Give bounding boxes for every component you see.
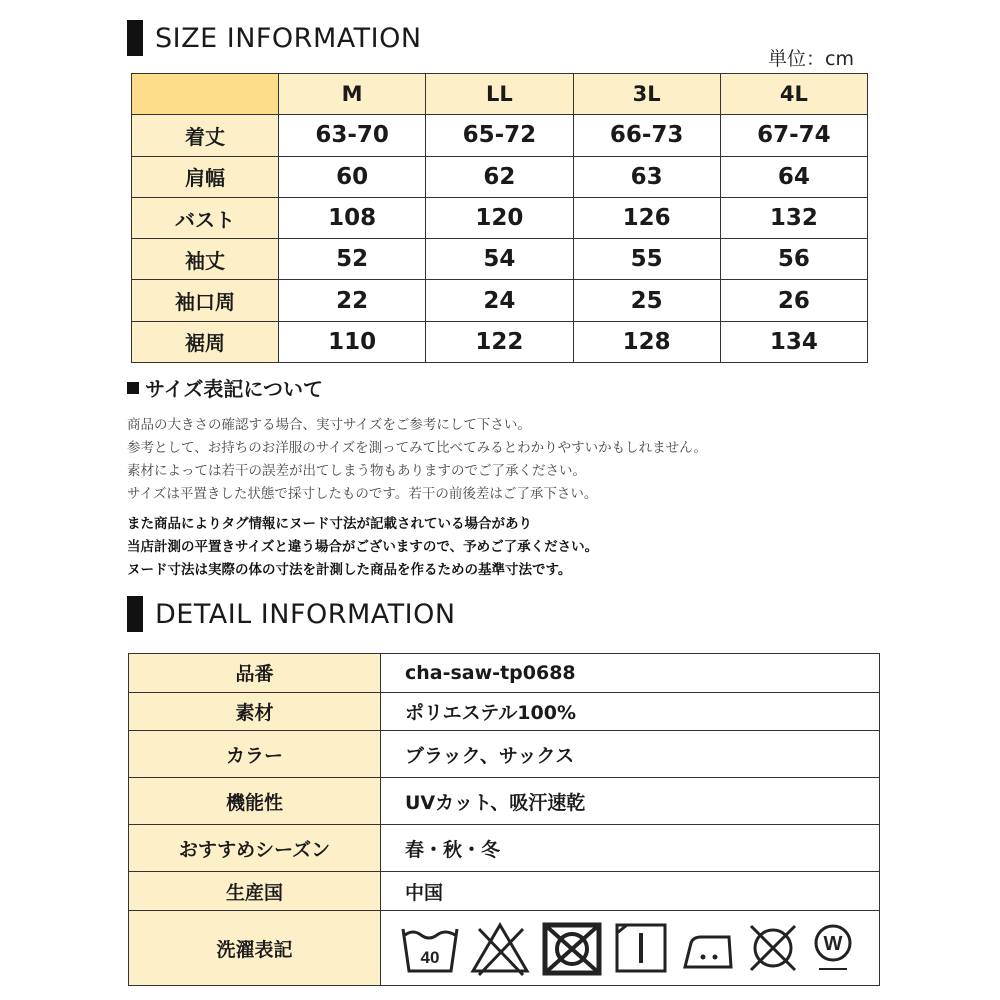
size-cell: 24: [426, 280, 573, 321]
size-cell: 120: [426, 197, 573, 238]
detail-row: [129, 778, 880, 825]
wet-clean-letter: W: [823, 933, 843, 956]
notes-title-text: サイズ表記について: [145, 377, 323, 401]
size-cell: 67-74: [720, 115, 867, 156]
note-bold-line: また商品によりタグ情報にヌード寸法が記載されている場合があり: [127, 516, 532, 532]
note-line: サイズは平置きした状態で採寸したものです。若干の前後差はご了承下さい。: [127, 486, 598, 502]
size-row: [132, 321, 868, 362]
size-section-header: [127, 20, 422, 56]
detail-value: ブラック、サックス: [381, 731, 880, 778]
detail-value: ポリエステル100%: [381, 692, 880, 731]
detail-row: [129, 825, 880, 872]
unit-label: 単位：cm: [768, 48, 854, 70]
care-icons-cell: [381, 911, 880, 986]
care-row: [129, 911, 880, 986]
detail-value: UVカット、吸汗速乾: [381, 778, 880, 825]
care-label: 洗濯表記: [129, 911, 381, 986]
size-header-row: [132, 74, 868, 115]
size-cell: 60: [279, 156, 426, 197]
detail-row: [129, 731, 880, 778]
size-cell: 52: [279, 239, 426, 280]
notes-title: [127, 373, 323, 402]
note-line: 素材によっては若干の誤差が出てしまう物もありますのでご了承ください。: [127, 463, 586, 479]
detail-row: [129, 872, 880, 911]
size-row-label: 袖口周: [132, 280, 279, 321]
no-bleach-icon: [469, 919, 531, 977]
wash-40-icon: [399, 919, 461, 977]
detail-row: [129, 692, 880, 731]
size-row-label: 袖丈: [132, 239, 279, 280]
detail-value: 中国: [381, 872, 880, 911]
detail-value: 春・秋・冬: [381, 825, 880, 872]
size-cell: 54: [426, 239, 573, 280]
wash-temperature: 40: [420, 948, 440, 968]
square-bullet-icon: [127, 382, 139, 394]
size-column-header: 4L: [720, 74, 867, 115]
size-section-title: SIZE INFORMATION: [155, 22, 422, 54]
size-cell: 110: [279, 321, 426, 362]
size-cell: 66-73: [573, 115, 720, 156]
note-line: 商品の大きさの確認する場合、実寸サイズをご参考にして下さい。: [127, 417, 531, 433]
size-cell: 128: [573, 321, 720, 362]
size-row: [132, 156, 868, 197]
size-row-label: バスト: [132, 197, 279, 238]
note-line: 参考として、お持ちのお洋服のサイズを測ってみて比べてみるとわかりやすいかもしれません。: [127, 440, 707, 456]
detail-label: カラー: [129, 731, 381, 778]
detail-value: cha-saw-tp0688: [381, 654, 880, 693]
size-cell: 132: [720, 197, 867, 238]
size-row: [132, 197, 868, 238]
line-dry-icon: [613, 919, 669, 977]
size-column-header: LL: [426, 74, 573, 115]
detail-label: 素材: [129, 692, 381, 731]
size-cell: 63: [573, 156, 720, 197]
note-bold-line: 当店計測の平置きサイズと違う場合がございますので、予めご了承ください。: [127, 539, 599, 555]
size-cell: 25: [573, 280, 720, 321]
size-row: [132, 239, 868, 280]
corner-cell: [132, 74, 279, 115]
iron-medium-icon: [677, 919, 737, 977]
size-cell: 108: [279, 197, 426, 238]
size-cell: 22: [279, 280, 426, 321]
size-cell: 55: [573, 239, 720, 280]
detail-table: [128, 653, 880, 986]
size-cell: 134: [720, 321, 867, 362]
note-bold-line: ヌード寸法は実際の体の寸法を計測した商品を作るための基準寸法です。: [127, 562, 572, 578]
size-cell: 62: [426, 156, 573, 197]
size-cell: 56: [720, 239, 867, 280]
size-cell: 122: [426, 321, 573, 362]
detail-section-header: [127, 596, 456, 632]
size-row: [132, 280, 868, 321]
header-bar: [127, 20, 143, 56]
size-row-label: 肩幅: [132, 156, 279, 197]
header-bar: [127, 596, 143, 632]
no-dry-clean-icon: [745, 919, 801, 977]
size-column-header: M: [279, 74, 426, 115]
size-cell: 26: [720, 280, 867, 321]
detail-row: [129, 654, 880, 693]
size-cell: 126: [573, 197, 720, 238]
size-row: [132, 115, 868, 156]
size-cell: 64: [720, 156, 867, 197]
size-row-label: 裾周: [132, 321, 279, 362]
size-column-header: 3L: [573, 74, 720, 115]
no-tumble-dry-icon: [539, 919, 605, 977]
wet-clean-icon: [809, 919, 857, 977]
size-cell: 65-72: [426, 115, 573, 156]
size-cell: 63-70: [279, 115, 426, 156]
detail-label: 生産国: [129, 872, 381, 911]
detail-label: 機能性: [129, 778, 381, 825]
size-row-label: 着丈: [132, 115, 279, 156]
detail-label: おすすめシーズン: [129, 825, 381, 872]
detail-section-title: DETAIL INFORMATION: [155, 598, 456, 630]
size-table: [131, 73, 868, 363]
detail-label: 品番: [129, 654, 381, 693]
